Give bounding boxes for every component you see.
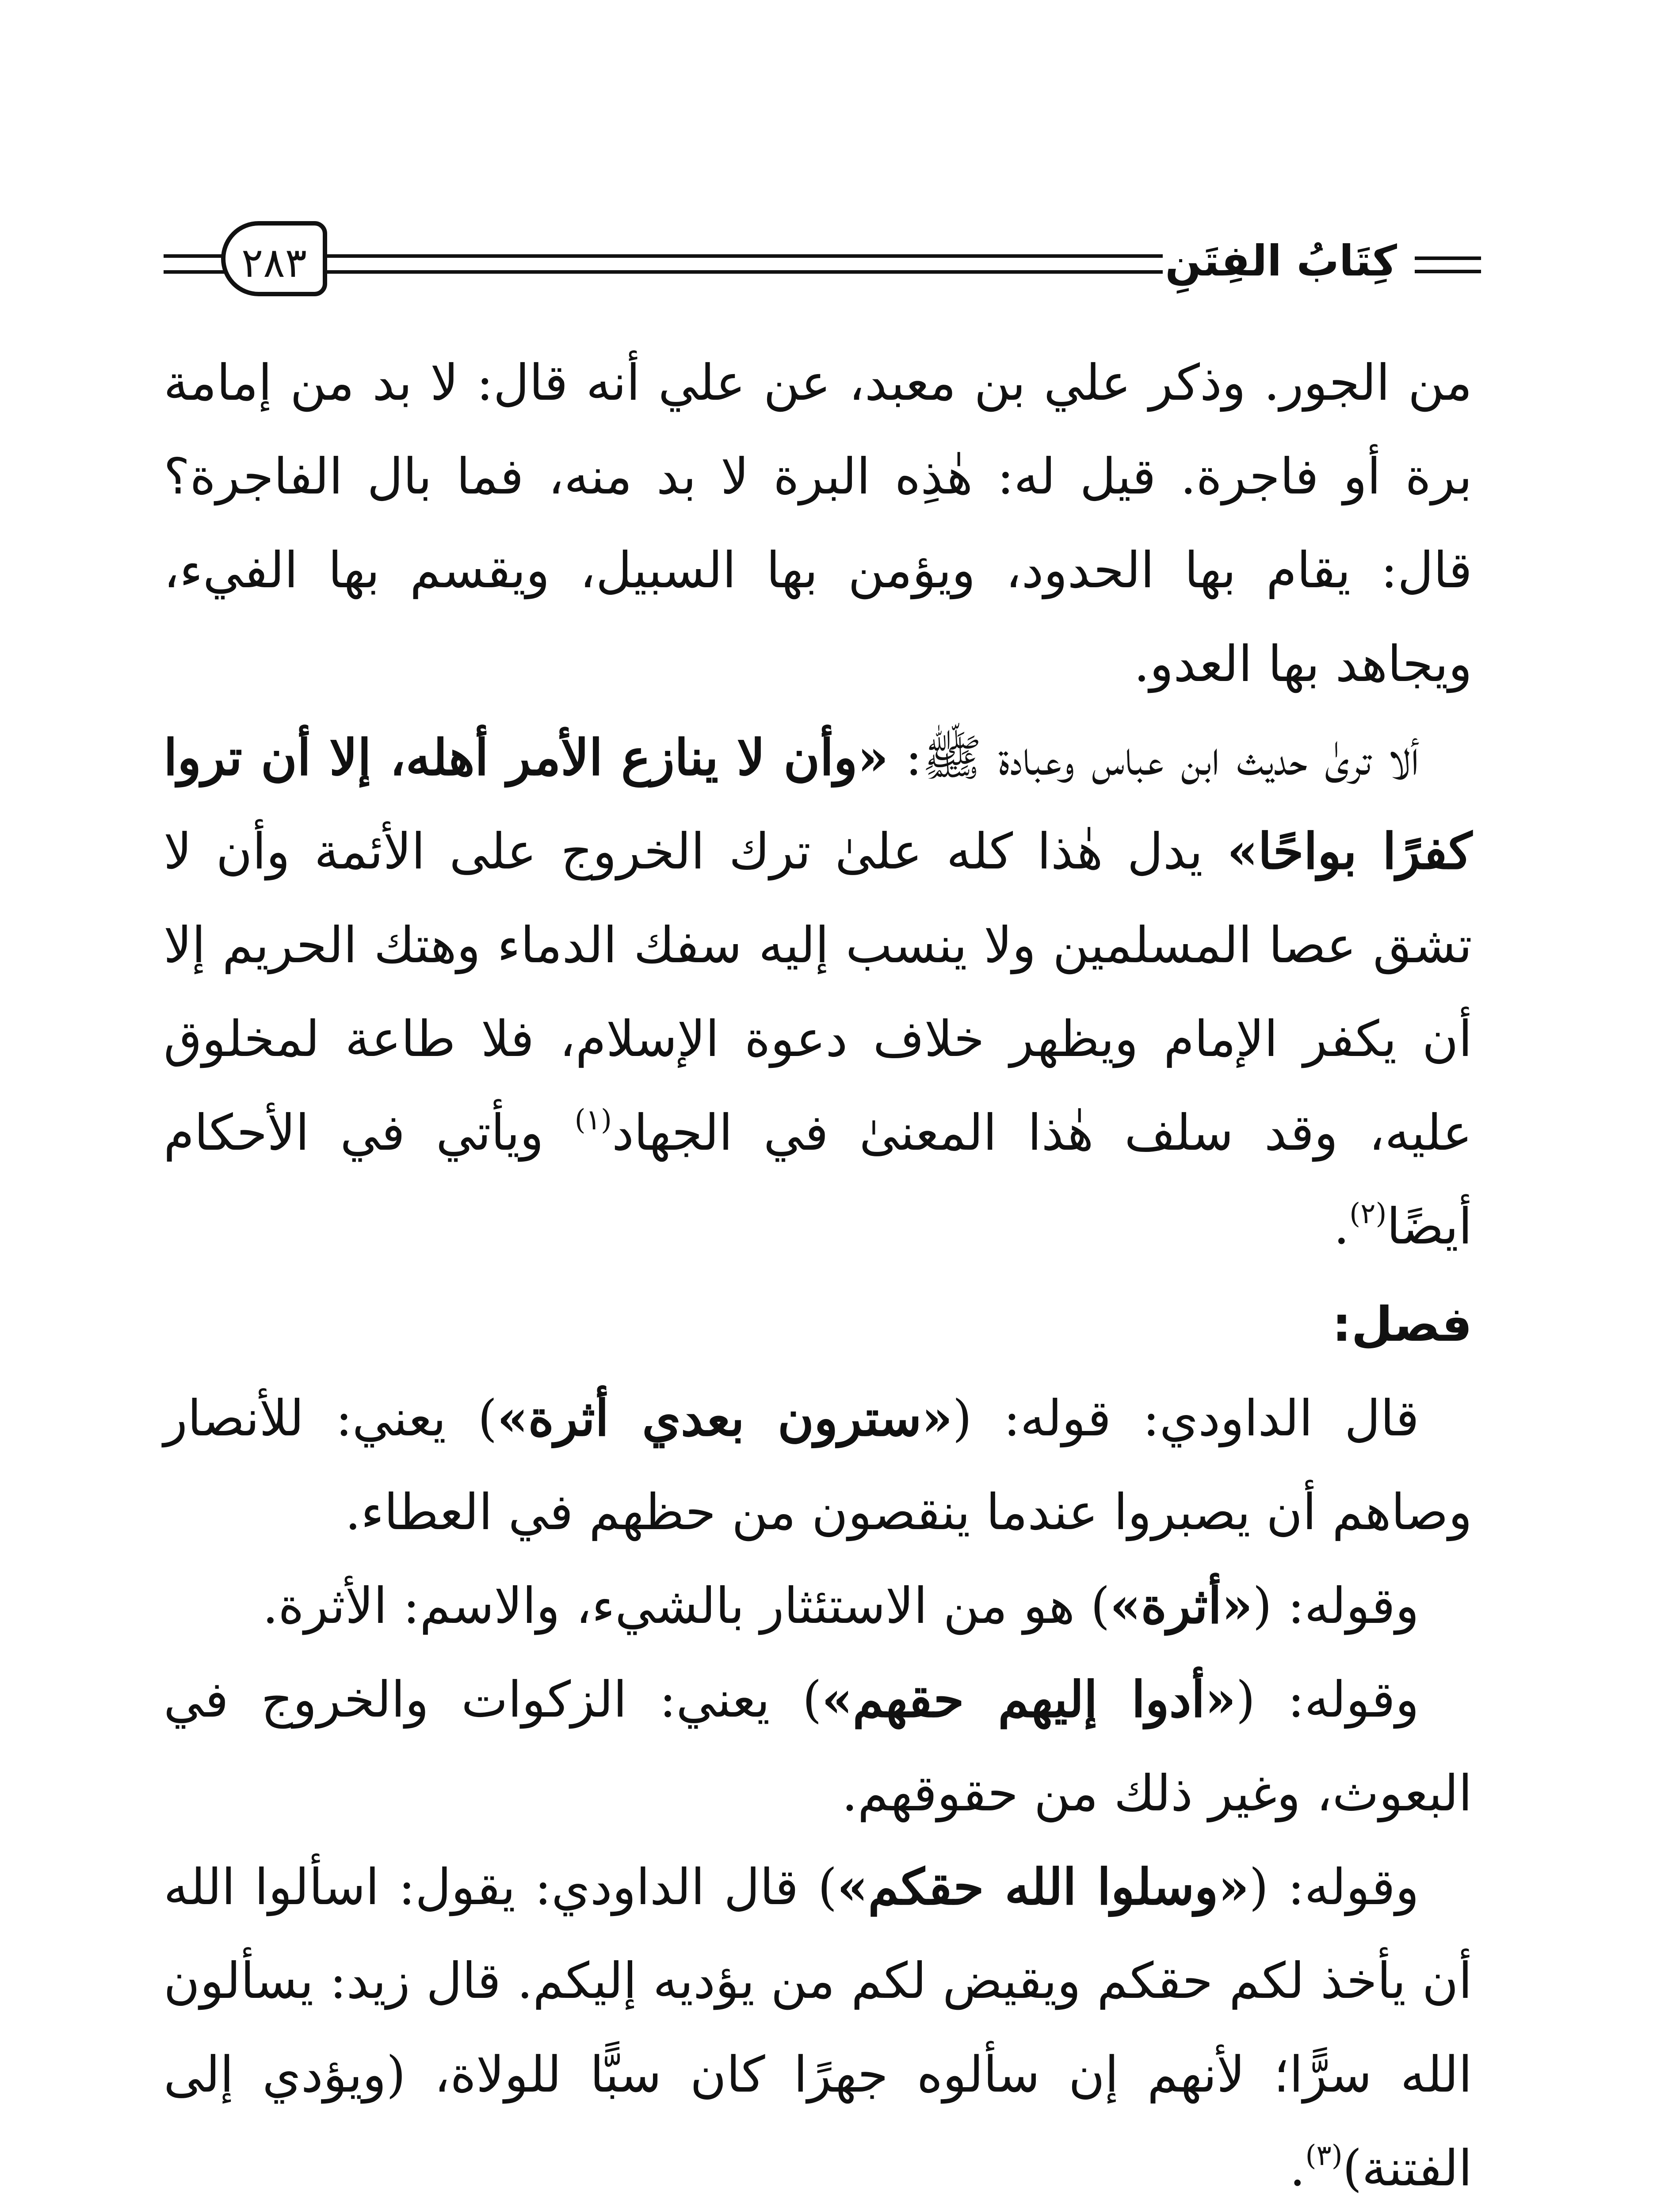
paragraph-5-text-b: ) يعني: الزكوات والخروج في البعوث، وغير ذلك من حقوقهم. (164, 1671, 1472, 1822)
footnote-ref-3: (٣) (1305, 2139, 1343, 2172)
paragraph-2-end: . (1333, 1198, 1350, 1255)
paragraph-3 (164, 1372, 1472, 1559)
hadith-quote-5: «وسلوا الله حقكم» (837, 1858, 1249, 1916)
paragraph-1: من الجور. وذكر علي بن معبد، عن علي أنه قال: لا بد من إمامة برة أو فاجرة. قيل له: هٰذِه البرة لا بد منه، فما بال الفاجرة؟ قال: يقام بها الحدود، ويؤمن بها السبيل، ويقسم بها الفيء، ويجاهد بها العدو. (164, 354, 1472, 693)
hadith-quote-3: «أثرة» (1110, 1577, 1253, 1635)
main-text (164, 336, 1472, 2211)
paragraph-6-end: . (1289, 2140, 1306, 2197)
header-rule-right (1415, 256, 1481, 273)
section-heading: فصل: (1332, 1297, 1472, 1352)
footnote-ref-1: (١) (574, 1104, 612, 1136)
page-number-badge: ٢٨٣ (221, 221, 327, 296)
paragraph-4-text-b: ) هو من الاستئثار بالشيء، والاسم: الأثرة. (262, 1577, 1110, 1635)
hadith-quote-2: «سترون بعدي أثرة» (497, 1389, 953, 1447)
paragraph-2 (164, 711, 1472, 1274)
header-rule-middle (309, 254, 1163, 274)
paragraph-6 (164, 1840, 1472, 2211)
paragraph-6-text-b: ) قال الداودي: يقول: اسألوا الله أن يأخذ لكم حقكم ويقيض لكم من يؤديه إليكم. قال زيد: يسألون الله سرًّا؛ لأنهم إن سألوه جهرًا كان سبًّا للولاة، (ويؤدي إلى الفتنة) (164, 1859, 1472, 2197)
paragraph-4-text-a: وقوله: ( (1252, 1577, 1419, 1635)
paragraph-5-text-a: وقوله: ( (1236, 1671, 1420, 1729)
hadith-quote-4: «أدوا إليهم حقهم» (821, 1671, 1236, 1729)
paragraph-2-text-a: ألا ترىٰ حديث ابن عباس وعبادة ﷺ: (888, 729, 1419, 787)
paragraph-5 (164, 1653, 1472, 1840)
paragraph-3-text-a: قال الداودي: قوله: ( (952, 1390, 1419, 1447)
hadith-quote-1: «وأن لا ينازع الأمر أهله، إلا أن تروا كفرًا بواحًا» (164, 729, 1472, 880)
footnote-ref-2: (٢) (1349, 1197, 1387, 1230)
running-header (164, 208, 1481, 310)
paragraph-4 (164, 1559, 1472, 1653)
paragraph-2-text-c: ويأتي في الأحكام أيضًا (164, 1104, 1472, 1255)
paragraph-3-text-b: ) يعني: للأنصار وصاهم أن يصبروا عندما ينقصون من حظهم في العطاء. (164, 1390, 1472, 1541)
paragraph-2-text-b: يدل هٰذا كله علىٰ ترك الخروج على الأئمة وأن لا تشق عصا المسلمين ولا ينسب إليه سفك الدماء وهتك الحريم إلا أن يكفر الإمام ويظهر خلاف دعوة الإسلام، فلا طاعة لمخلوق عليه، وقد سلف هٰذا المعنىٰ في الجهاد (164, 823, 1472, 1162)
book-title: كِتَابُ الفِتَنِ (1165, 236, 1397, 286)
paragraph-6-text-a: وقوله: ( (1249, 1859, 1419, 1916)
